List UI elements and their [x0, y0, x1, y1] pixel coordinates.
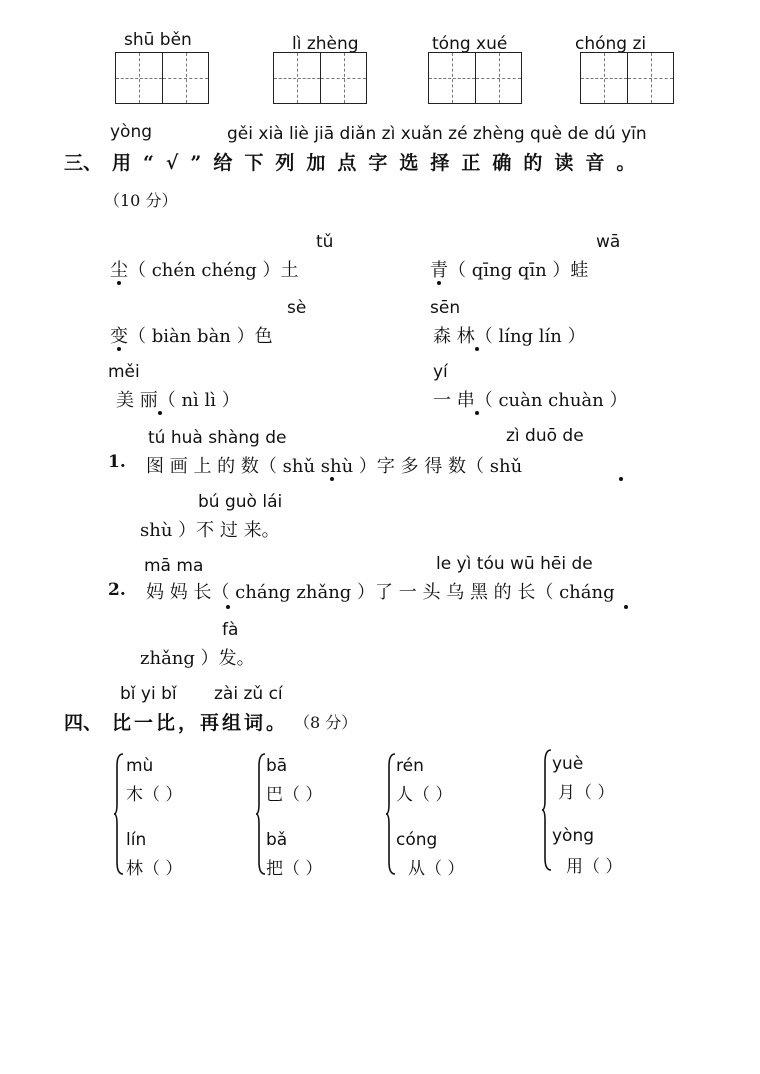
group2-pinyin-2: bǎ [266, 830, 288, 850]
group1-word-2[interactable]: 林（ ） [126, 859, 183, 879]
group4-pinyin-1: yuè [552, 754, 584, 774]
item-5-text: 美 丽（ nì lì ） [116, 390, 240, 411]
section3-score: （10 分） [104, 191, 178, 210]
grid-pinyin-2: lì zhèng [292, 34, 359, 54]
item-6-pinyin: yí [433, 362, 448, 382]
group3-word-2[interactable]: 从（ ） [408, 859, 465, 879]
emphasis-dot [475, 411, 479, 415]
item-2-pinyin: wā [596, 232, 621, 252]
group1-word-1[interactable]: 木（ ） [126, 785, 183, 805]
grid-pinyin-3: tóng xué [432, 34, 508, 54]
sentence2-line2: zhǎng ）发。 [140, 648, 255, 669]
writing-grid-4[interactable] [580, 52, 674, 104]
item-3-text: 变（ biàn bàn ）色 [110, 326, 273, 347]
sentence1-pinyin-c: bú guò lái [198, 492, 283, 512]
emphasis-dot [437, 281, 441, 285]
item-2-text: 青（ qīng qīn ）蛙 [430, 260, 589, 281]
sentence1-number: 1. [108, 452, 126, 472]
item-5-pinyin: měi [108, 362, 140, 382]
item-4-pinyin: sēn [430, 298, 461, 318]
section4-score: （8 分） [294, 713, 358, 732]
item-4-text: 森 林（ líng lín ） [433, 326, 586, 347]
section3-pinyin-right: gěi xià liè jiā diǎn zì xuǎn zé zhèng què de dú yīn [227, 124, 647, 144]
sentence2-line1: 妈 妈 长（ cháng zhǎng ）了 一 头 乌 黑 的 长（ cháng [146, 582, 615, 603]
sentence1-pinyin-a: tú huà shàng de [148, 428, 287, 448]
section4-pinyin-a: bǐ yi bǐ [120, 684, 177, 704]
group3-pinyin-1: rén [396, 756, 424, 776]
emphasis-dot [117, 347, 121, 351]
sentence1-line1: 图 画 上 的 数（ shǔ shù ）字 多 得 数（ shǔ [146, 456, 523, 477]
emphasis-dot [117, 281, 121, 285]
section3-title: 用“√”给下列加点字选择正确的读音。 [112, 152, 648, 174]
emphasis-dot [226, 605, 230, 609]
item-3-pinyin: sè [287, 298, 307, 318]
item-1-pinyin: tǔ [316, 232, 334, 252]
sentence1-line2: shù ）不 过 来。 [140, 520, 280, 541]
brace-3 [386, 752, 396, 876]
group2-word-2[interactable]: 把（ ） [266, 859, 323, 879]
group1-pinyin-1: mù [126, 756, 154, 776]
sentence2-pinyin-c: fà [222, 620, 239, 640]
sentence2-pinyin-a: mā ma [144, 556, 204, 576]
grid-pinyin-4: chóng zi [575, 34, 647, 54]
group2-word-1[interactable]: 巴（ ） [266, 785, 323, 805]
group4-word-2[interactable]: 用（ ） [566, 857, 623, 877]
item-1-text: 尘（ chén chéng ）土 [110, 260, 299, 281]
grid-pinyin-1: shū běn [124, 30, 192, 50]
emphasis-dot [158, 411, 162, 415]
group2-pinyin-1: bā [266, 756, 288, 776]
group4-word-1[interactable]: 月（ ） [558, 783, 615, 803]
section4-pinyin-b: zài zǔ cí [214, 684, 283, 704]
group3-word-1[interactable]: 人（ ） [396, 785, 453, 805]
writing-grid-2[interactable] [273, 52, 367, 104]
sentence2-pinyin-b: le yì tóu wū hēi de [436, 554, 593, 574]
brace-1 [114, 752, 124, 876]
emphasis-dot [330, 477, 334, 481]
brace-2 [256, 752, 266, 876]
brace-4 [542, 748, 552, 872]
group1-pinyin-2: lín [126, 830, 147, 850]
emphasis-dot [624, 605, 628, 609]
emphasis-dot [475, 347, 479, 351]
sentence1-pinyin-b: zì duō de [506, 426, 584, 446]
section4-title: 比一比，再组词。 [112, 712, 289, 734]
group3-pinyin-2: cóng [396, 830, 438, 850]
section3-pinyin-left: yòng [110, 122, 153, 142]
writing-grid-3[interactable] [428, 52, 522, 104]
sentence2-number: 2. [108, 580, 126, 600]
section3-number: 三、 [64, 152, 103, 174]
emphasis-dot [619, 477, 623, 481]
section4-number: 四、 [64, 712, 103, 734]
item-6-text: 一 串（ cuàn chuàn ） [433, 390, 628, 411]
group4-pinyin-2: yòng [552, 826, 595, 846]
writing-grid-1[interactable] [115, 52, 209, 104]
